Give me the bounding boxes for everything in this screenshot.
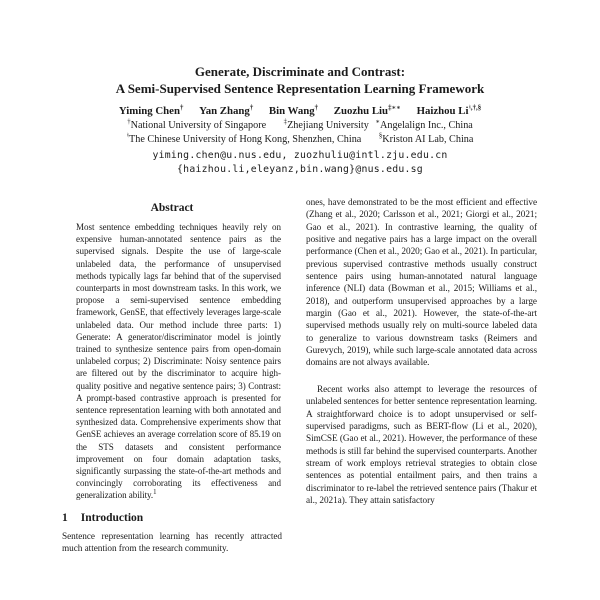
authors-row (0, 105, 600, 118)
introduction-heading (62, 511, 282, 525)
affiliation-text: Angelalign Inc., China (380, 120, 473, 131)
section-title: Introduction (80, 511, 144, 524)
affiliation-segment (284, 119, 369, 132)
email-line-2: {haizhou.li,eleyanz,bin.wang}@nus.edu.sg (177, 164, 423, 176)
affiliation-segment (127, 133, 362, 146)
affiliation-segment (375, 119, 472, 132)
author-name: Zuozhu Liu (333, 105, 389, 117)
affiliation-text: The Chinese University of Hong Kong, Shenzhen, China (129, 134, 362, 146)
affiliation-marker: † (127, 118, 131, 126)
paper-title-line1: Generate, Discriminate and Contrast: (194, 64, 406, 79)
abstract-heading: Abstract (150, 202, 194, 214)
affiliation-text: National University of Singapore (130, 120, 267, 131)
right-column (306, 197, 537, 507)
affiliation-text: Kriston AI Lab, China (382, 134, 474, 146)
author (334, 105, 401, 118)
author-name: Bin Wang (268, 105, 315, 117)
author (269, 105, 318, 118)
author (119, 105, 184, 118)
affiliation-text: Zhejiang University (287, 120, 369, 131)
author (417, 105, 482, 118)
left-column (62, 202, 282, 555)
affiliation-marker: ∗ (375, 118, 381, 126)
footnote-marker: 1 (153, 489, 157, 497)
author-affiliation-marker: † (179, 104, 184, 112)
body-paragraph: Recent works also attempt to leverage the resources of unlabeled sentences for better sentence representation learning. A straightforward choice is to adopt unsupervised or self-supervised paradigms, such as BERT-flow (Li et al., 2020), SimCSE (Gao et al., 2021). However, the performance of these methods is still far behind the supervised counterparts. Another stream of work employs retrieval strategies to obtain close sentences as potential entailment pairs, and then trains a discriminator to re-label the retrieved sentence pairs (Thakur et al., 2021a). They attain satisfactory (306, 384, 537, 506)
author-affiliation-marker: † (314, 104, 319, 112)
email-line-1: yiming.chen@u.nus.edu, zuozhuliu@intl.zju.edu.cn (152, 150, 448, 162)
author-name: Haizhou Li (416, 105, 469, 117)
author-affiliation-marker: ♮,†,§ (468, 104, 482, 112)
paper-title-line2: A Semi-Supervised Sentence Representation Learning Framework (115, 80, 485, 96)
author (199, 105, 253, 118)
section-number: 1 (62, 511, 68, 524)
introduction-paragraph: Sentence representation learning has recently attracted much attention from the research community. (62, 531, 282, 555)
affiliation-line-1 (0, 119, 600, 132)
abstract-body: Most sentence embedding techniques heavily rely on expensive human-annotated sentence pairs as the supervised signals. Despite the use of large-scale unlabeled data, the performance of unsupervised methods typically lags far behind that of the supervised counterparts in most downstream tasks. In this work, we propose a semi-supervised sentence embedding framework, GenSE, that effectively leverages large-scale unlabeled data. Our method include three parts: 1) Generate: A generator/discriminator model is jointly trained to synthesize sentence pairs from open-domain unlabeled corpus; 2) Discriminate: Noisy sentence pairs are filtered out by the discriminator to acquire high-quality positive and negative sentence pairs; 3) Contrast: A prompt-based contrastive approach is presented for sentence representation learning with both annotated and synthesized data. Comprehensive experiments show that GenSE achieves an average correlation score of 85.19 on the STS datasets and consistent performance improvement on four domain adaptation tasks, significantly surpassing the state-of-the-art methods and convincingly corroborating its effectiveness and generalization ability. (76, 222, 281, 501)
paper-header (0, 64, 600, 176)
author-name: Yiming Chen (118, 105, 180, 117)
affiliation-segment (379, 133, 474, 146)
affiliation-line-2 (0, 133, 600, 146)
affiliation-marker: ♮ (126, 132, 130, 140)
author-name: Yan Zhang (199, 105, 250, 117)
author-affiliation-marker: † (249, 104, 254, 112)
affiliation-segment (127, 119, 266, 132)
body-paragraph-continued: ones, have demonstrated to be the most efficient and effective (Zhang et al., 2020; Carlsson et al., 2021; Giorgi et al., 2021; Gao et al., 2021). In contrastive learning, the quality of positive and negative pairs has a large impact on the overall performance (Chen et al., 2020; Gao et al., 2021). In particular, previous supervised contrastive methods usually construct sentence pairs using human-annotated natural language inference (NLI) data (Bowman et al., 2015; Williams et al., 2018), and outperform unsupervised approaches by a large margin (Gao et al., 2021). However, the state-of-the-art supervised methods usually rely on multi-source labeled data to generalize to various downstream tasks (Reimers and Gurevych, 2019), while such large-scale annotated data across domains are not always available. (306, 198, 537, 369)
affiliation-marker: ‡ (283, 118, 288, 126)
abstract-text (76, 221, 281, 502)
author-affiliation-marker: ‡∗∗ (388, 104, 401, 112)
affiliation-marker: § (378, 132, 383, 140)
